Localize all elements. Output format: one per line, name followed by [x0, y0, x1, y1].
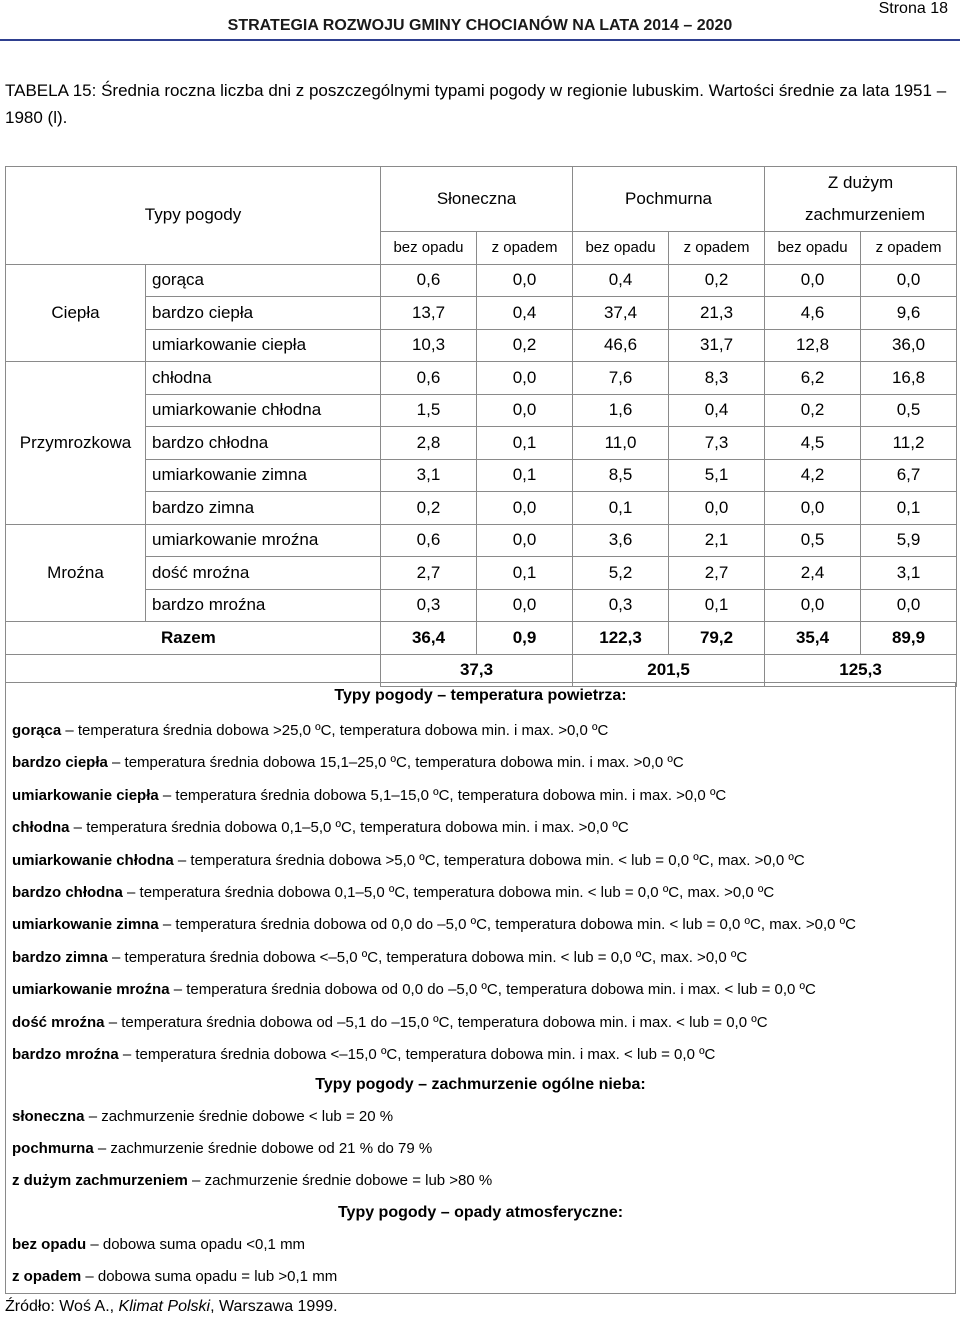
source-prefix: Źródło: Woś A., [5, 1298, 119, 1315]
value-cell: 7,3 [669, 427, 765, 460]
value-cell: 0,6 [381, 362, 477, 395]
legend-term: bez opadu [12, 1236, 87, 1253]
value-cell: 2,7 [381, 557, 477, 590]
source-note [5, 1298, 338, 1316]
value-cell: 7,6 [573, 362, 669, 395]
table-row [6, 524, 957, 557]
weather-type-name: dość mroźna [146, 557, 381, 590]
legend-term: z dużym zachmurzeniem [12, 1172, 188, 1190]
value-cell: 16,8 [861, 362, 957, 395]
running-header: STRATEGIA ROZWOJU GMINY CHOCIANÓW NA LATA 2014 – 2020 [227, 17, 733, 34]
legend-line [12, 916, 856, 933]
table-row [6, 427, 957, 460]
value-cell: 0,0 [477, 524, 573, 557]
value-cell: 9,6 [861, 297, 957, 330]
value-cell: 0,5 [861, 394, 957, 427]
table-row [6, 394, 957, 427]
legend-line [12, 787, 726, 804]
value-cell: 0,1 [669, 589, 765, 622]
value-cell: 0,1 [477, 459, 573, 492]
legend-line [12, 852, 805, 869]
group-total-cell: 37,3 [381, 654, 573, 687]
value-cell: 0,0 [765, 264, 861, 297]
value-cell: 11,0 [573, 427, 669, 460]
legend-line [12, 819, 629, 836]
table-row [6, 557, 957, 590]
weather-type-name: chłodna [146, 362, 381, 395]
legend-box [5, 682, 956, 1294]
value-cell: 4,6 [765, 297, 861, 330]
legend-term: gorąca [12, 722, 62, 739]
weather-type-name: bardzo mroźna [146, 589, 381, 622]
legend-desc: – temperatura średnia dobowa 5,1–15,0 ºC, temperatura dobowa min. i max. >0,0 ºC [158, 786, 727, 804]
value-cell: 0,0 [765, 589, 861, 622]
value-cell: 13,7 [381, 297, 477, 330]
sub-header: bez opadu [381, 232, 477, 265]
table-caption: TABELA 15: Średnia roczna liczba dni z poszczególnymi typami pogody w regionie lubuskim. Wartości średnie za lata 1951 – 1980 (l). [5, 81, 947, 127]
total-cell: 0,9 [477, 622, 573, 655]
legend-term: umiarkowanie mroźna [12, 981, 170, 999]
legend-desc: – dobowa suma opadu = lub >0,1 mm [81, 1268, 338, 1285]
value-cell: 0,0 [477, 264, 573, 297]
legend-desc: – zachmurzenie średnie dobowe < lub = 20 % [84, 1108, 394, 1125]
value-cell: 0,2 [477, 329, 573, 362]
sub-header: z opadem [861, 232, 957, 265]
value-cell: 10,3 [381, 329, 477, 362]
group-label: Mroźna [6, 524, 146, 622]
total-label: Razem [6, 622, 381, 655]
value-cell: 8,5 [573, 459, 669, 492]
legend-line [12, 1268, 337, 1285]
page-number: Strona 18 [878, 0, 948, 17]
type-header: Typy pogody [6, 167, 381, 265]
value-cell: 8,3 [669, 362, 765, 395]
value-cell: 36,0 [861, 329, 957, 362]
value-cell: 0,1 [477, 557, 573, 590]
legend-line [12, 1014, 768, 1031]
value-cell: 2,4 [765, 557, 861, 590]
legend-desc: – temperatura średnia dobowa od –5,1 do –15,0 ºC, temperatura dobowa min. i max. < lub = 0,0 ºC [104, 1013, 768, 1031]
value-cell: 0,4 [477, 297, 573, 330]
value-cell: 31,7 [669, 329, 765, 362]
weather-table [5, 166, 957, 687]
weather-type-name: bardzo zimna [146, 492, 381, 525]
legend-term: pochmurna [12, 1140, 94, 1158]
col-group-header: Z dużym zachmurzeniem [765, 167, 957, 232]
legend-desc: – zachmurzenie średnie dobowe = lub >80 % [187, 1172, 493, 1190]
group-total-cell: 201,5 [573, 654, 765, 687]
value-cell: 0,6 [381, 524, 477, 557]
legend-desc: – temperatura średnia dobowa <–5,0 ºC, temperatura dobowa min. < lub = 0,0 ºC, max. >0,0 ºC [107, 948, 748, 966]
value-cell: 0,0 [477, 362, 573, 395]
value-cell: 2,7 [669, 557, 765, 590]
value-cell: 0,0 [861, 264, 957, 297]
weather-type-name: bardzo ciepła [146, 297, 381, 330]
weather-type-name: umiarkowanie mroźna [146, 524, 381, 557]
source-title: Klimat Polski [118, 1298, 211, 1315]
value-cell: 0,4 [669, 394, 765, 427]
group-label: Przymrozkowa [6, 362, 146, 525]
total-cell: 35,4 [765, 622, 861, 655]
value-cell: 0,0 [477, 492, 573, 525]
total-cell: 89,9 [861, 622, 957, 655]
value-cell: 3,1 [861, 557, 957, 590]
col-group-header: Słoneczna [381, 167, 573, 232]
value-cell: 0,0 [477, 589, 573, 622]
legend-desc: – temperatura średnia dobowa <–15,0 ºC, temperatura dobowa min. i max. < lub = 0,0 ºC [118, 1046, 716, 1063]
table-row [6, 297, 957, 330]
legend-line [12, 949, 747, 966]
legend-term: bardzo ciepła [12, 754, 108, 772]
legend-term: bardzo mroźna [12, 1046, 119, 1063]
weather-table-body [6, 167, 957, 687]
legend-term: chłodna [12, 819, 70, 837]
table-row [6, 264, 957, 297]
total-cell: 36,4 [381, 622, 477, 655]
legend-desc: – temperatura średnia dobowa 0,1–5,0 ºC, temperatura dobowa min. < lub = 0,0 ºC, max. >0,0 ºC [122, 884, 775, 901]
legend-desc: – temperatura średnia dobowa 15,1–25,0 ºC, temperatura dobowa min. i max. >0,0 ºC [107, 754, 684, 772]
legend-title-precip: Typy pogody – opady atmosferyczne: [337, 1204, 624, 1221]
header-row-groups [6, 167, 957, 232]
table-row [6, 362, 957, 395]
value-cell: 2,8 [381, 427, 477, 460]
value-cell: 0,3 [573, 589, 669, 622]
legend-desc: – temperatura średnia dobowa od 0,0 do –5,0 ºC, temperatura dobowa min. < lub = 0,0 ºC, max. >0,0 ºC [158, 916, 856, 934]
value-cell: 0,3 [381, 589, 477, 622]
legend-desc: – dobowa suma opadu <0,1 mm [86, 1236, 306, 1253]
value-cell: 2,1 [669, 524, 765, 557]
group-label: Ciepła [6, 264, 146, 362]
legend-line [12, 722, 608, 739]
value-cell: 37,4 [573, 297, 669, 330]
value-cell: 1,5 [381, 394, 477, 427]
value-cell: 6,2 [765, 362, 861, 395]
source-suffix: , Warszawa 1999. [210, 1298, 338, 1315]
sub-header: z opadem [669, 232, 765, 265]
value-cell: 21,3 [669, 297, 765, 330]
legend-line [12, 754, 684, 771]
value-cell: 5,1 [669, 459, 765, 492]
value-cell: 0,0 [477, 394, 573, 427]
value-cell: 0,0 [669, 492, 765, 525]
legend-title-cloud: Typy pogody – zachmurzenie ogólne nieba: [315, 1076, 646, 1093]
value-cell: 5,9 [861, 524, 957, 557]
table-row [6, 329, 957, 362]
totals-row [6, 622, 957, 655]
value-cell: 6,7 [861, 459, 957, 492]
total-cell: 79,2 [669, 622, 765, 655]
legend-desc: – temperatura średnia dobowa od 0,0 do –5,0 ºC, temperatura dobowa min. i max. < lub = 0,0 ºC [169, 981, 816, 999]
legend-term: umiarkowanie zimna [12, 916, 159, 934]
value-cell: 3,1 [381, 459, 477, 492]
weather-type-name: bardzo chłodna [146, 427, 381, 460]
value-cell: 4,2 [765, 459, 861, 492]
legend-term: słoneczna [12, 1108, 85, 1125]
col-group-header: Pochmurna [573, 167, 765, 232]
value-cell: 46,6 [573, 329, 669, 362]
legend-term: bardzo zimna [12, 948, 108, 966]
legend-desc: – temperatura średnia dobowa >5,0 ºC, temperatura dobowa min. < lub = 0,0 ºC, max. >0,0 ºC [173, 851, 805, 869]
value-cell: 0,2 [765, 394, 861, 427]
legend-desc: – temperatura średnia dobowa 0,1–5,0 ºC, temperatura dobowa min. i max. >0,0 ºC [69, 819, 629, 837]
legend-term: bardzo chłodna [12, 884, 123, 901]
value-cell: 0,0 [765, 492, 861, 525]
value-cell: 0,5 [765, 524, 861, 557]
value-cell: 0,6 [381, 264, 477, 297]
legend-term: umiarkowanie ciepła [12, 786, 159, 804]
legend-term: umiarkowanie chłodna [12, 851, 174, 869]
legend-term: z opadem [12, 1268, 82, 1285]
sub-header: bez opadu [573, 232, 669, 265]
legend-desc: – temperatura średnia dobowa >25,0 ºC, temperatura dobowa min. i max. >0,0 ºC [61, 722, 609, 739]
group-total-cell: 125,3 [765, 654, 957, 687]
value-cell: 0,1 [477, 427, 573, 460]
table-row [6, 492, 957, 525]
legend-line [12, 1046, 715, 1063]
value-cell: 12,8 [765, 329, 861, 362]
value-cell: 0,1 [861, 492, 957, 525]
legend-desc: – zachmurzenie średnie dobowe od 21 % do 79 % [93, 1140, 433, 1158]
sub-header: bez opadu [765, 232, 861, 265]
sub-header: z opadem [477, 232, 573, 265]
legend-line [12, 981, 816, 998]
table-row [6, 459, 957, 492]
value-cell: 0,0 [861, 589, 957, 622]
value-cell: 5,2 [573, 557, 669, 590]
value-cell: 1,6 [573, 394, 669, 427]
value-cell: 0,4 [573, 264, 669, 297]
legend-title-temperature: Typy pogody – temperatura powietrza: [334, 687, 627, 704]
weather-type-name: gorąca [146, 264, 381, 297]
legend-line [12, 1140, 432, 1157]
value-cell: 0,2 [381, 492, 477, 525]
weather-type-name: umiarkowanie zimna [146, 459, 381, 492]
value-cell: 4,5 [765, 427, 861, 460]
value-cell: 0,2 [669, 264, 765, 297]
value-cell: 11,2 [861, 427, 957, 460]
total-cell: 122,3 [573, 622, 669, 655]
value-cell: 3,6 [573, 524, 669, 557]
legend-line [12, 1172, 492, 1189]
legend-line [12, 1236, 305, 1253]
legend-line [12, 1108, 393, 1125]
legend-term: dość mroźna [12, 1013, 105, 1031]
weather-type-name: umiarkowanie ciepła [146, 329, 381, 362]
table-row [6, 589, 957, 622]
value-cell: 0,1 [573, 492, 669, 525]
weather-type-name: umiarkowanie chłodna [146, 394, 381, 427]
header-rule [0, 39, 960, 41]
legend-line [12, 884, 774, 901]
